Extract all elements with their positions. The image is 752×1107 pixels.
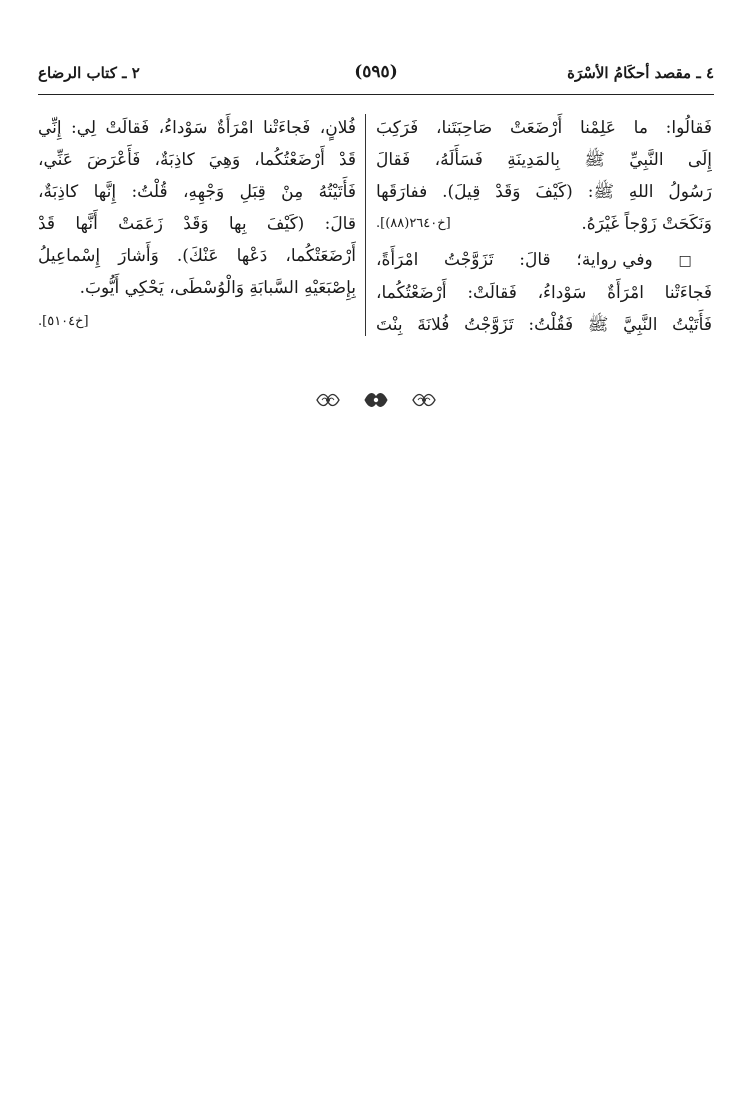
- square-bullet-icon: □: [678, 253, 712, 269]
- header-divider: [38, 94, 714, 95]
- text-line: فُلانٍ، فَجاءَتْنا امْرَأَةٌ سَوْداءُ، فَقالَتْ لِي: إِنِّي: [38, 118, 356, 138]
- citation-reference: [خ٥١٠٤].: [38, 314, 89, 329]
- floral-ornament-icon: [363, 390, 389, 410]
- text-line: [376, 208, 712, 240]
- floral-ornament-icon: [411, 390, 437, 410]
- text-line: رَسُولُ اللهِ ﷺ: (كَيْفَ وَقَدْ قِيلَ). ففارَقَها: [376, 182, 712, 202]
- text-line: أَرْضَعَتْكُما، دَعْها عَنْكَ). وَأَشارَ إِسْماعِيلُ: [38, 246, 356, 266]
- text-line: قَدْ أَرْضَعْتُكُما، وَهِيَ كاذِبَةٌ، فَأَعْرَضَ عَنِّي،: [38, 150, 356, 170]
- text-line: إِلَى النَّبِيِّ ﷺ بِالمَدِينَةِ فَسَأَلَهُ، فَقالَ: [376, 150, 712, 170]
- hadith-paragraph: [376, 112, 712, 240]
- text-line: بِإِصْبَعَيْهِ السَّبابَةِ وَالْوُسْطَى، يَحْكِي أَيُّوبَ.: [79, 278, 356, 298]
- book-section-title: ٢ ـ كتاب الرضاع: [38, 64, 140, 82]
- text-line: قالَ: (كَيْفَ بِها وَقَدْ زَعَمَتْ أَنَّها قَدْ: [38, 214, 356, 234]
- page-number: (٥٩٥): [354, 62, 398, 82]
- citation-reference: [خ٢٦٤٠(٨٨)].: [376, 216, 451, 231]
- text-line: فَأَتَيْتُ النَّبِيَّ ﷺ فَقُلْتُ: تَزَوَّجْتُ فُلانَةَ بِنْتَ: [376, 315, 712, 335]
- text-line: فَجاءَتْنا امْرَأَةٌ سَوْداءُ، فَقالَتْ: أَرْضَعْتُكُما،: [376, 283, 712, 303]
- section-end-ornaments: [0, 390, 752, 414]
- text-line: [38, 304, 356, 338]
- running-header: [38, 62, 714, 90]
- column-divider: [365, 114, 366, 336]
- text-line-content: وفي رواية؛ قالَ: تَزَوَّجْتُ امْرَأَةً،: [376, 250, 653, 270]
- text-line-content: وَنَكَحَتْ زَوْجاً غَيْرَهُ.: [581, 214, 712, 234]
- text-line: [376, 244, 712, 277]
- text-line: فَأَتَيْتُهُ مِنْ قِبَلِ وَجْهِهِ، قُلْتُ: إِنَّها كاذِبَةٌ،: [38, 182, 356, 202]
- left-text-column: [38, 112, 356, 338]
- right-text-column: [376, 112, 712, 341]
- text-line: فَقالُوا: ما عَلِمْنا أَرْضَعَتْ صَاحِبَتَنا، فَرَكِبَ: [376, 118, 712, 138]
- chapter-title: ٤ ـ مقصد أحكَامُ الأسْرَة: [567, 64, 714, 82]
- continuation-paragraph: [38, 112, 356, 338]
- floral-ornament-icon: [315, 390, 341, 410]
- narration-paragraph: [376, 244, 712, 341]
